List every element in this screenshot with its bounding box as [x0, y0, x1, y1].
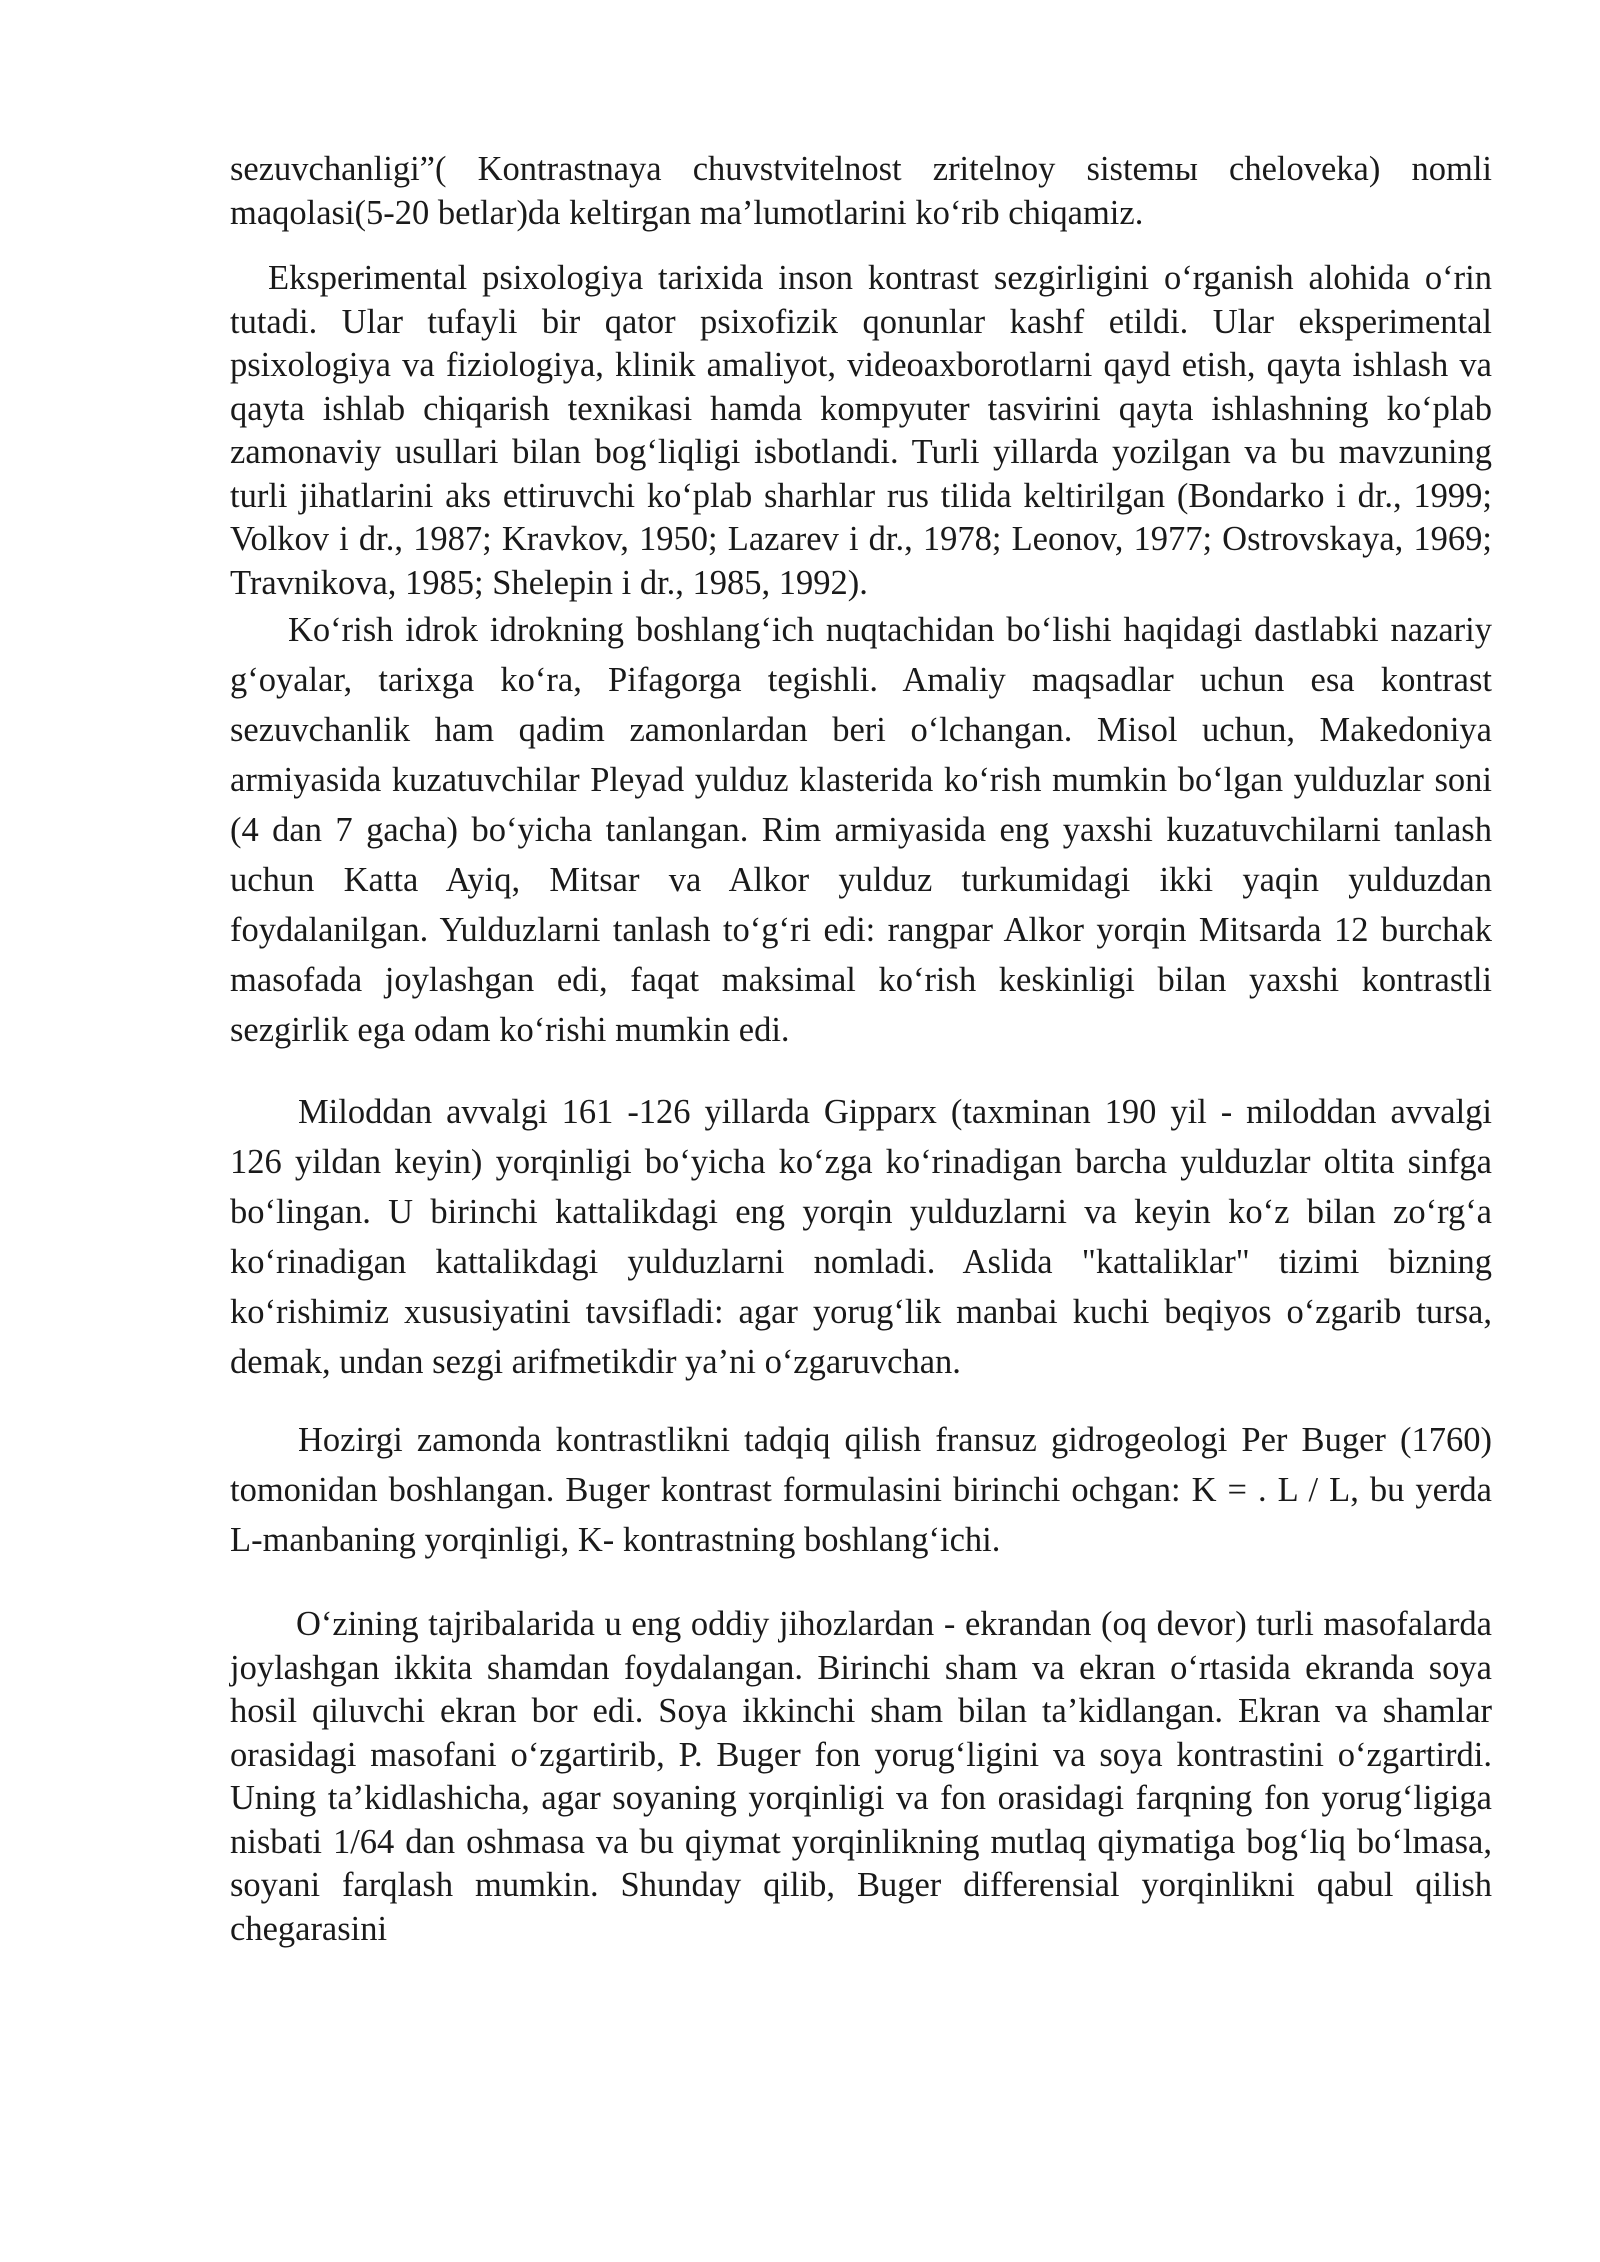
paragraph-intro-continuation: sezuvchanligi”( Kontrastnaya chuvstvitelnost zritelnoy sistemы cheloveka) nomli maqolasi(5-20 betlar)da keltirgan ma’lumotlarini ko‘rib chiqamiz.	[230, 150, 1492, 232]
paragraph-bouguer-contrast: Hozirgi zamonda kontrastlikni tadqiq qilish fransuz gidrogeologi Per Buger (1760) tomonidan boshlangan. Buger kontrast formulasini birinchi ochgan: K = . L / L, bu yerda L-manbaning yorqinligi, K- kontrastning boshlang‘ichi.	[230, 1421, 1492, 1559]
paragraph-visual-perception-history: Ko‘rish idrok idrokning boshlang‘ich nuqtachidan bo‘lishi haqidagi dastlabki nazariy g‘oyalar, tarixga ko‘ra, Pifagorga tegishli. Amaliy maqsadlar uchun esa kontrast sezuvchanlik ham qadim zamonlardan beri o‘lchangan. Misol uchun, Makedoniya armiyasida kuzatuvchilar Pleyad yulduz klasterida ko‘rish mumkin bo‘lgan yulduzlar soni (4 dan 7 gacha) bo‘yicha tanlangan. Rim armiyasida eng yaxshi kuzatuvchilarni tanlash uchun Katta Ayiq, Mitsar va Alkor yulduz turkumidagi ikki yaqin yulduzdan foydalanilgan. Yulduzlarni tanlash to‘g‘ri edi: rangpar Alkor yorqin Mitsarda 12 burchak masofada joylashgan edi, faqat maksimal ko‘rish keskinligi bilan yaxshi kontrastli sezgirlik ega odam ko‘rishi mumkin edi.	[230, 611, 1492, 1049]
paragraph-hipparchus-magnitudes: Miloddan avvalgi 161 -126 yillarda Gipparx (taxminan 190 yil - miloddan avvalgi 126 yildan keyin) yorqinligi bo‘yicha ko‘zga ko‘rinadigan barcha yulduzlar oltita sinfga bo‘lingan. U birinchi kattalikdagi eng yorqin yulduzlarni va keyin ko‘z bilan zo‘rg‘a ko‘rinadigan kattalikdagi yulduzlarni nomladi. Aslida "kattaliklar" tizimi bizning ko‘rishimiz xususiyatini tavsifladi: agar yorug‘lik manbai kuchi beqiyos o‘zgarib tursa, demak, undan sezgi arifmetikdir ya’ni o‘zgaruvchan.	[230, 1093, 1492, 1381]
paragraph-bouguer-experiments: O‘zining tajribalarida u eng oddiy jihozlardan - ekrandan (oq devor) turli masofalarda joylashgan ikkita shamdan foydalangan. Birinchi sham va ekran o‘rtasida ekranda soya hosil qiluvchi ekran bor edi. Soya ikkinchi sham bilan ta’kidlangan. Ekran va shamlar orasidagi masofani o‘zgartirib, P. Buger fon yorug‘ligini va soya kontrastini o‘zgartirdi. Uning ta’kidlashicha, agar soyaning yorqinligi va fon orasidagi farqning fon yorug‘ligiga nisbati 1/64 dan oshmasa va bu qiymat yorqinlikning mutlaq qiymatiga bog‘liq bo‘lmasa, soyani farqlash mumkin. Shunday qilib, Buger differensial yorqinlikni qabul qilish chegarasini	[230, 1605, 1492, 1948]
document-page	[230, 148, 1492, 1951]
paragraph-experimental-psychology: Eksperimental psixologiya tarixida inson kontrast sezgirligini o‘rganish alohida o‘rin tutadi. Ular tufayli bir qator psixofizik qonunlar kashf etildi. Ular eksperimental psixologiya va fiziologiya, klinik amaliyot, videoaxborotlarni qayd etish, qayta ishlash va qayta ishlab chiqarish texnikasi hamda kompyuter tasvirini qayta ishlashning ko‘plab zamonaviy usullari bilan bog‘liqligi isbotlandi. Turli yillarda yozilgan va bu mavzuning turli jihatlarini aks ettiruvchi ko‘plab sharhlar rus tilida keltirilgan (Bondarko i dr., 1999; Volkov i dr., 1987; Kravkov, 1950; Lazarev i dr., 1978; Leonov, 1977; Ostrovskaya, 1969; Travnikova, 1985; Shelepin i dr., 1985, 1992).	[230, 259, 1492, 602]
